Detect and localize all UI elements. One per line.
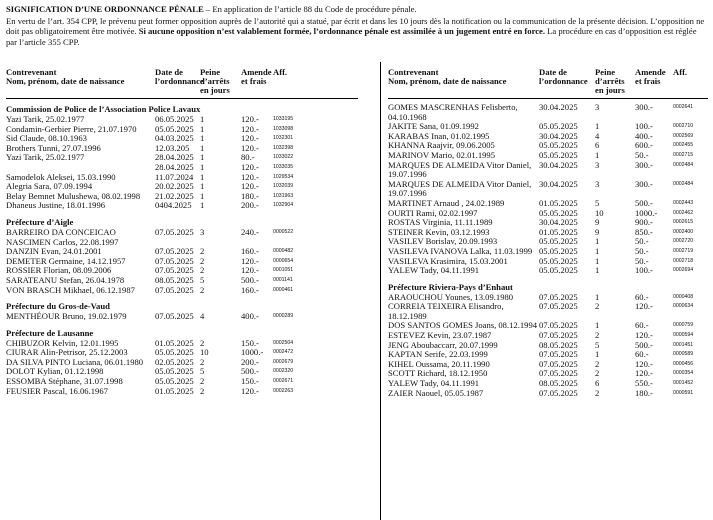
case-number: 0000289 (273, 313, 294, 320)
case-number: 0002719 (673, 247, 694, 254)
right-table-body (388, 103, 708, 398)
order-date: 0404.2025 (155, 200, 192, 211)
order-date: 20.02.2025 (155, 181, 194, 192)
offender-name: MARQUES DE ALMEIDA Vitor Daniel, 19.07.1996 (388, 159, 532, 180)
offender-name: MARINOV Mario, 02.01.1995 (388, 149, 496, 160)
case-number: 0002320 (273, 368, 294, 375)
order-date: 07.05.2025 (539, 320, 578, 331)
case-number: 0001141 (273, 276, 293, 283)
order-date: 11.07.2024 (155, 171, 194, 182)
fine-amount: 1000.- (635, 207, 658, 218)
case-number: 0002720 (673, 238, 694, 245)
fine-amount: 400.- (635, 130, 653, 141)
order-date: 05.05.2025 (539, 149, 578, 160)
order-date: 04.03.2025 (155, 133, 194, 144)
offender-name: CIURAR Alin-Petrisor, 25.12.2003 (6, 347, 128, 358)
section-heading: Préfecture du Gros-de-Vaud (6, 301, 110, 312)
case-number: 1033195 (273, 116, 294, 122)
order-date: 07.05.2025 (539, 387, 578, 398)
fine-amount: 120.- (635, 330, 653, 341)
fine-amount: 300.- (635, 102, 653, 112)
case-number: 0002472 (273, 349, 294, 356)
fine-amount: 1000.- (241, 347, 264, 358)
table-row (6, 387, 358, 397)
section-heading: Préfecture d’Aigle (6, 216, 74, 227)
case-number: 0000589 (673, 351, 694, 358)
offender-name: FEUSIER Pascal, 16.06.1967 (6, 385, 108, 396)
fine-amount: 120.- (241, 255, 259, 266)
header-amende: Amende et frais (635, 67, 666, 87)
detention-days: 2 (200, 356, 205, 367)
order-date: 05.05.2025 (539, 140, 578, 151)
table-row (6, 312, 358, 322)
detention-days: 5 (595, 339, 600, 350)
fine-amount: 180.- (241, 190, 259, 201)
offender-name: KIHEL Oussama, 20.11.1990 (388, 358, 490, 369)
detention-days: 1 (200, 123, 205, 134)
header-date: Date de l’ordonnance (539, 67, 588, 87)
detention-days: 1 (595, 291, 600, 302)
offender-name: Condamin-Gerbier Pierre, 21.07.1970 (6, 123, 137, 134)
detention-days: 1 (200, 152, 205, 163)
order-date: 21.02.2025 (155, 190, 194, 201)
intro-block (6, 4, 706, 47)
fine-amount: 200.- (241, 356, 259, 367)
detention-days: 2 (200, 255, 205, 266)
offender-name: ARAOUCHOU Younes, 13.09.1980 (388, 291, 514, 302)
offender-name: Yazi Tarik, 25.02.1977 (6, 152, 85, 163)
fine-amount: 550.- (635, 378, 653, 389)
case-number: 1033035 (273, 163, 294, 170)
header-amende: Amende et frais (241, 67, 272, 87)
fine-amount: 500.- (241, 274, 259, 285)
detention-days: 1 (200, 133, 205, 144)
header-name: Contrevenant Nom, prénom, date de naissance (388, 67, 507, 87)
fine-amount: 200.- (241, 200, 259, 211)
header-name: Contrevenant Nom, prénom, date de naissance (6, 67, 125, 87)
table-row (6, 228, 358, 247)
offender-name: KAPTAN Serife, 22.03.1999 (388, 349, 488, 360)
order-date: 28.04.2025 (155, 161, 194, 172)
order-date: 08.05.2025 (539, 378, 578, 389)
offender-name: MARQUES DE ALMEIDA Vitor Daniel, 19.07.1996 (388, 178, 532, 199)
offender-name: DANZIN Evan, 24.01.2001 (6, 246, 102, 257)
fine-amount: 50.- (635, 255, 649, 266)
case-number: 0002615 (673, 219, 694, 226)
order-date: 01.05.2025 (539, 226, 578, 237)
case-number: 0002710 (673, 123, 694, 130)
fine-amount: 160.- (241, 284, 259, 295)
detention-days: 9 (595, 217, 600, 228)
offender-name: ROSSIER Florian, 08.09.2006 (6, 265, 112, 276)
detention-days: 2 (200, 337, 205, 348)
offender-name: Samodelok Aleksei, 15.03.1990 (6, 171, 116, 182)
table-row (6, 286, 358, 296)
order-date: 07.05.2025 (539, 358, 578, 369)
order-date: 05.05.2025 (539, 265, 578, 276)
fine-amount: 150.- (241, 337, 259, 348)
case-number: 0002263 (273, 387, 294, 394)
case-number: 0002484 (673, 161, 694, 168)
table-row (388, 302, 708, 321)
case-number: 0000461 (273, 286, 294, 293)
notice-body-bold: Si aucune opposition n’est valablement formée, l’ordonnance pénale est assimilée à un jugement entré en force. (138, 26, 546, 37)
detention-days: 10 (200, 347, 209, 358)
order-date: 05.05.2025 (539, 207, 578, 218)
case-number: 1032301 (273, 135, 294, 142)
notice-body-end: La procédure en cas d’opposition est réglée par l’article 355 CPP. (6, 26, 697, 47)
offender-name: KARABAS Inan, 01.02.1995 (388, 130, 490, 141)
detention-days: 2 (200, 284, 205, 295)
case-number: 0000354 (673, 370, 694, 377)
fine-amount: 120.- (241, 142, 259, 153)
order-date: 07.05.2025 (539, 349, 578, 360)
fine-amount: 300.- (635, 178, 653, 189)
case-number: 0000634 (673, 303, 694, 310)
offender-name: VASILEV Borislav, 20.09.1993 (388, 236, 498, 247)
fine-amount: 150.- (241, 376, 259, 387)
detention-days: 1 (595, 255, 600, 266)
offender-name: STEINER Kevin, 03.12.1993 (388, 226, 490, 237)
case-number: 0002400 (673, 228, 694, 235)
fine-amount: 850.- (635, 226, 653, 237)
table-row (388, 389, 708, 399)
order-date: 02.05.2025 (155, 356, 194, 367)
offender-name: SCOTT Richard, 18.12.1950 (388, 368, 488, 379)
order-date: 06.05.2025 (155, 114, 194, 124)
right-column (388, 68, 708, 398)
case-number: 0002715 (673, 151, 694, 158)
order-date: 05.05.2025 (155, 347, 194, 358)
detention-days: 3 (595, 178, 600, 189)
section-heading: Préfecture Riviera-Pays d’Enhaut (388, 281, 513, 292)
column-divider (380, 62, 381, 520)
case-number: 1033098 (273, 125, 294, 132)
offender-name: CHIBUZOR Kelvin, 12.01.1995 (6, 337, 119, 348)
order-date: 08.05.2025 (539, 339, 578, 350)
detention-days: 2 (595, 368, 600, 379)
fine-amount: 400.- (241, 311, 259, 322)
fine-amount: 100.- (635, 265, 653, 276)
case-number: 0002484 (673, 180, 694, 187)
case-number: 0001451 (673, 341, 694, 348)
offender-name: DA SILVA PINTO Luciana, 06.01.1980 (6, 356, 144, 367)
offender-name: JENG Aboubaccarr, 20.07.1999 (388, 339, 498, 350)
fine-amount: 500.- (241, 366, 259, 377)
detention-days: 4 (595, 130, 600, 141)
detention-days: 1 (200, 200, 205, 211)
detention-days: 2 (595, 387, 600, 398)
detention-days: 1 (200, 181, 205, 192)
notice-body (6, 16, 706, 48)
table-header (388, 68, 708, 98)
table-row (388, 103, 708, 122)
header-peine: Peine d’arrêts en jours (200, 67, 230, 96)
fine-amount: 240.- (241, 226, 259, 237)
header-rule (388, 98, 708, 99)
order-date: 07.05.2025 (155, 246, 194, 257)
left-table-body (6, 104, 358, 396)
offender-name: JAKITE Sana, 01.09.1992 (388, 121, 479, 132)
fine-amount: 60.- (635, 349, 649, 360)
fine-amount: 60.- (635, 291, 649, 302)
table-header (6, 68, 358, 98)
case-number: 1032398 (273, 144, 294, 151)
offender-name: ROSTAS Virginia, 11.11.1989 (388, 217, 493, 228)
offender-name: DOS SANTOS GOMES Joans, 08.12.1994 (388, 320, 538, 331)
order-date: 07.05.2025 (155, 311, 194, 322)
offender-name: Belay Bemnet Mulushewa, 08.02.1998 (6, 190, 141, 201)
offender-name: MARTINET Arnaud , 24.02.1989 (388, 197, 505, 208)
order-date: 01.05.2025 (155, 337, 194, 348)
order-date: 01.05.2025 (155, 385, 194, 396)
detention-days: 1 (200, 114, 205, 124)
case-number: 0002455 (673, 142, 694, 149)
fine-amount: 180.- (635, 387, 653, 398)
order-date: 30.04.2025 (539, 102, 578, 112)
detention-days: 3 (200, 226, 205, 237)
offender-name: DEMETER Germaine, 14.12.1957 (6, 255, 126, 266)
offender-name: YALEW Tady, 04.11.1991 (388, 378, 480, 389)
fine-amount: 100.- (635, 121, 653, 132)
offender-name: SARATEANU Stefan, 26.04.1978 (6, 274, 125, 285)
fine-amount: 120.- (635, 368, 653, 379)
order-date: 07.05.2025 (539, 330, 578, 341)
offender-name: Sid Claude, 08.10.1963 (6, 133, 87, 144)
notice-title-suffix: – En application de l’article 88 du Code de procédure pénale. (203, 4, 417, 14)
fine-amount: 120.- (241, 161, 259, 172)
order-date: 07.05.2025 (539, 291, 578, 302)
order-date: 30.04.2025 (539, 159, 578, 170)
left-column (6, 68, 358, 396)
table-row (388, 266, 708, 276)
case-number: 0002641 (673, 104, 694, 110)
offender-name: Dhaneus Justine, 18.01.1996 (6, 200, 106, 211)
notice-title: SIGNIFICATION D’UNE ORDONNANCE PÉNALE (6, 4, 204, 14)
case-number: 0000591 (673, 389, 694, 396)
fine-amount: 120.- (241, 114, 259, 124)
fine-amount: 60.- (635, 320, 649, 331)
offender-name: ZAIER Naouel, 05.05.1987 (388, 387, 484, 398)
detention-days: 1 (595, 320, 600, 331)
order-date: 30.04.2025 (539, 130, 578, 141)
fine-amount: 160.- (241, 246, 259, 257)
offender-name: Brothers Tunni, 27.07.1996 (6, 142, 101, 153)
fine-amount: 50.- (635, 245, 649, 256)
offender-name: DOLOT Kylian, 01.12.1998 (6, 366, 104, 377)
order-date: 07.05.2025 (539, 301, 578, 312)
case-number: 0001051 (273, 267, 294, 274)
order-date: 12.03.205 (155, 142, 190, 153)
fine-amount: 120.- (635, 358, 653, 369)
detention-days: 1 (595, 121, 600, 132)
order-date: 05.05.2025 (539, 121, 578, 132)
offender-name: MENTHÉOUR Bruno, 19.02.1979 (6, 311, 127, 322)
order-date: 07.05.2025 (155, 226, 194, 237)
case-number: 0000594 (673, 332, 694, 339)
case-number: 0000522 (273, 228, 294, 235)
fine-amount: 80.- (241, 152, 255, 163)
detention-days: 1 (595, 245, 600, 256)
offender-name: YALEW Tady, 04.11.1991 (388, 265, 480, 276)
case-number: 1031963 (273, 192, 294, 199)
detention-days: 1 (595, 349, 600, 360)
detention-days: 1 (200, 190, 205, 201)
offender-name: VASILEVA IVANOVA Lalka, 11.03.1999 (388, 245, 533, 256)
detention-days: 2 (200, 265, 205, 276)
offender-name: Alegria Sara, 07.09.1994 (6, 181, 93, 192)
detention-days: 1 (595, 265, 600, 276)
case-number: 1032904 (273, 202, 294, 209)
header-aff: Aff. (273, 67, 288, 77)
table-row (6, 201, 358, 211)
order-date: 07.05.2025 (155, 284, 194, 295)
case-number: 0002569 (673, 132, 694, 139)
order-date: 05.05.2025 (155, 366, 194, 377)
detention-days: 4 (200, 311, 205, 322)
fine-amount: 120.- (241, 265, 259, 276)
detention-days: 5 (200, 366, 205, 377)
order-date: 05.05.2025 (539, 236, 578, 247)
case-number: 0002679 (273, 358, 294, 365)
offender-name: CORREIA TEIXEIRA Elisandro, 18.12.1989 (388, 301, 504, 321)
order-date: 07.05.2025 (539, 368, 578, 379)
section-heading: Commission de Police de l’Association Police Lavaux (6, 104, 201, 114)
table-row (388, 161, 708, 180)
case-number: 0000408 (673, 293, 694, 300)
fine-amount: 500.- (635, 339, 653, 350)
detention-days: 2 (595, 358, 600, 369)
fine-amount: 50.- (635, 149, 649, 160)
offender-name: VON BRASCH Mikhael, 06.12.1987 (6, 284, 135, 295)
order-date: 05.05.2025 (539, 245, 578, 256)
case-number: 0000654 (273, 257, 294, 264)
detention-days: 5 (200, 274, 205, 285)
fine-amount: 600.- (635, 140, 653, 151)
fine-amount: 120.- (635, 301, 653, 312)
detention-days: 1 (200, 161, 205, 172)
header-date: Date de l’ordonnance (155, 67, 204, 87)
section-heading: Préfecture de Lausanne (6, 327, 94, 338)
case-number: 1032039 (273, 183, 294, 190)
order-date: 08.05.2025 (155, 274, 194, 285)
case-number: 1033022 (273, 154, 294, 161)
detention-days: 2 (595, 330, 600, 341)
fine-amount: 900.- (635, 217, 653, 228)
order-date: 30.04.2025 (539, 178, 578, 189)
fine-amount: 50.- (635, 236, 649, 247)
order-date: 05.05.2025 (155, 123, 194, 134)
order-date: 01.05.2025 (539, 197, 578, 208)
detention-days: 3 (595, 159, 600, 170)
detention-days: 5 (595, 197, 600, 208)
detention-days: 2 (595, 301, 600, 312)
offender-name: Yazi Tarik, 25.02.1977 (6, 114, 85, 124)
detention-days: 2 (200, 246, 205, 257)
detention-days: 3 (595, 102, 600, 112)
order-date: 07.05.2025 (155, 255, 194, 266)
offender-name: KHANNA Raajvir, 09.06.2005 (388, 140, 495, 151)
case-number: 0002694 (673, 267, 694, 274)
case-number: 0002718 (673, 257, 694, 264)
intro-title-line (6, 4, 706, 15)
fine-amount: 120.- (241, 385, 259, 396)
case-number: 0000456 (673, 360, 694, 367)
detention-days: 1 (200, 142, 205, 153)
offender-name: GOMES MASCRENHAS Felisberto, 04.10.1968 (388, 102, 518, 122)
case-number: 0000482 (273, 248, 294, 255)
header-peine: Peine d’arrêts en jours (595, 67, 625, 96)
case-number: 0001452 (673, 380, 694, 387)
detention-days: 1 (200, 171, 205, 182)
offender-name: VASILEVA Krasimira, 15.03.2001 (388, 255, 508, 266)
detention-days: 9 (595, 226, 600, 237)
detention-days: 2 (200, 376, 205, 387)
case-number: 0002462 (673, 209, 694, 216)
table-row (388, 180, 708, 199)
fine-amount: 300.- (635, 159, 653, 170)
case-number: 0002504 (273, 339, 294, 346)
order-date: 05.05.2025 (155, 376, 194, 387)
case-number: 0000759 (673, 322, 694, 329)
fine-amount: 500.- (635, 197, 653, 208)
offender-name: ESTEVEZ Kevin, 23.07.1987 (388, 330, 492, 341)
order-date: 05.05.2025 (539, 255, 578, 266)
fine-amount: 120.- (241, 181, 259, 192)
case-number: 1029534 (273, 173, 294, 180)
header-rule (6, 98, 358, 99)
detention-days: 6 (595, 140, 600, 151)
detention-days: 2 (200, 385, 205, 396)
detention-days: 1 (595, 236, 600, 247)
case-number: 0002671 (273, 378, 294, 385)
order-date: 07.05.2025 (155, 265, 194, 276)
offender-name: OURTI Rami, 02.02.1997 (388, 207, 478, 218)
order-date: 30.04.2025 (539, 217, 578, 228)
offender-name: ESSOMBA Stéphane, 31.07.1998 (6, 376, 123, 387)
order-date: 28.04.2025 (155, 152, 194, 163)
detention-days: 6 (595, 378, 600, 389)
detention-days: 10 (595, 207, 604, 218)
offender-name: BARREIRO DA CONCEICAO NASCIMEN Carlos, 22.08.1997 (6, 226, 119, 247)
fine-amount: 120.- (241, 171, 259, 182)
case-number: 0002443 (673, 199, 694, 206)
header-aff: Aff. (673, 67, 688, 77)
fine-amount: 120.- (241, 123, 259, 134)
fine-amount: 120.- (241, 133, 259, 144)
detention-days: 1 (595, 149, 600, 160)
notice-body-plain: En vertu de l’art. 354 CPP, le prévenu peut former opposition auprès de l’autorité qui a statué, par écrit et dans les 10 jours dès la notification ou la communication de la présente décision. L’opposition ne doit pas obligatoirement être motivée. (6, 15, 705, 37)
